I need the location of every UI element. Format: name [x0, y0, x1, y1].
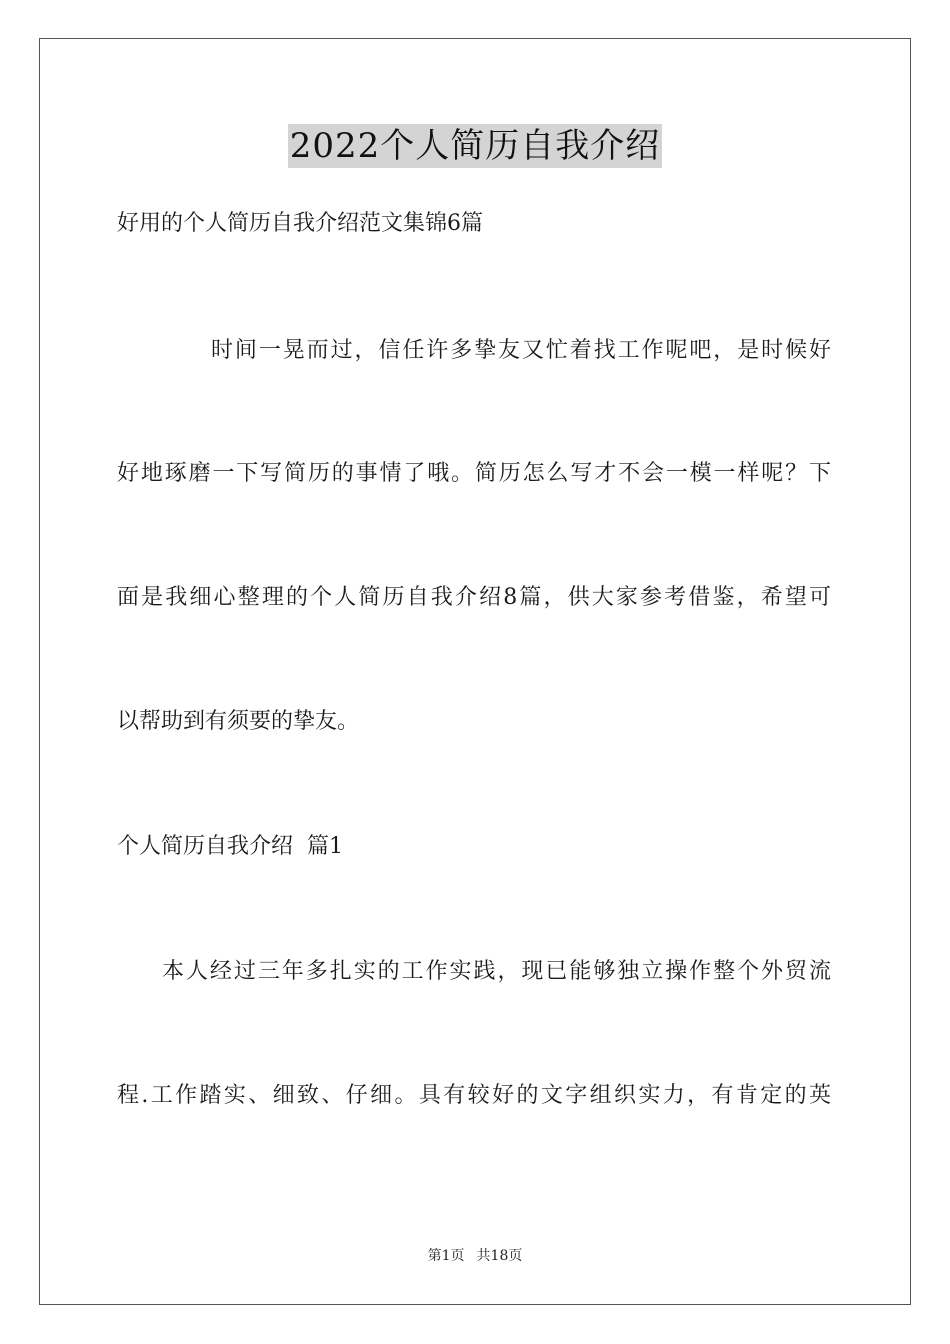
intro-line-4: 以帮助到有须要的挚友。	[117, 709, 360, 734]
page-number: 第1页	[427, 1248, 465, 1264]
intro-line-3: 面是我细心整理的个人简历自我介绍8篇，供大家参考借鉴，希望可	[117, 585, 831, 610]
page-total: 共18页	[476, 1248, 523, 1264]
section-heading: 个人简历自我介绍 篇1	[117, 834, 343, 859]
page-footer	[0, 1246, 950, 1266]
intro-line-1: 时间一晃而过，信任许多挚友又忙着找工作呢吧，是时候好	[211, 338, 831, 363]
intro-line-2: 好地琢磨一下写简历的事情了哦。简历怎么写才不会一模一样呢？下	[117, 461, 831, 486]
document-title: 2022个人简历自我介绍	[289, 126, 661, 166]
section-line-1: 本人经过三年多扎实的工作实践，现已能够独立操作整个外贸流	[162, 959, 831, 984]
document-subtitle: 好用的个人简历自我介绍范文集锦6篇	[117, 211, 483, 236]
title-container	[0, 124, 950, 168]
section-line-2: 程.工作踏实、细致、仔细。具有较好的文字组织实力，有肯定的英	[117, 1083, 831, 1108]
